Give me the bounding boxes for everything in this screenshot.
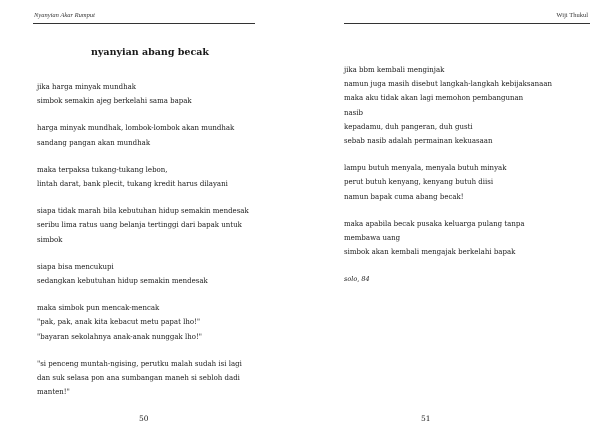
poem-body-left (37, 80, 259, 412)
verse-line: kepadamu, duh pangeran, duh gusti (344, 122, 473, 131)
verse-line: jika bbm kembali menginjak (344, 66, 445, 74)
page-number-right: 51 (421, 414, 431, 423)
poem-title: nyanyian abang becak (90, 47, 209, 58)
verse-line: "pak, pak, anak kita kebacut metu papat lho!" (37, 318, 201, 327)
verse-line: siapa tidak marah bila kebutuhan hidup semakin mendesak (37, 207, 249, 216)
verse-line: namun bapak cuma abang becak! (344, 192, 464, 201)
verse-line: namun juga masih disebut langkah-langkah kebijaksanaan (344, 80, 553, 89)
verse-line: sebab nasib adalah permainan kekuasaan (344, 137, 493, 146)
page-number-left: 50 (139, 414, 149, 423)
verse-line: maka apabila becak pusaka keluarga pulang tanpa (344, 219, 525, 228)
stanza (37, 163, 259, 191)
stanza (37, 357, 259, 400)
verse-line: simbok akan kembali mengajak berkelahi bapak (344, 248, 516, 257)
stanza (37, 301, 259, 344)
verse-line: jika harga minyak mundhak (37, 83, 136, 91)
verse-line: "si penceng muntah-ngising, perutku malah sudah isi lagi (37, 359, 242, 368)
poem-body-right (344, 63, 590, 287)
verse-line: dan suk selasa pon ana sumbangan maneh si sebloh dadi (37, 374, 240, 383)
running-head-left: Nyanyian Akar Rumput (34, 12, 95, 19)
verse-line: simbok semakin ajeg berkelahi sama bapak (37, 97, 192, 106)
stanza (37, 260, 259, 288)
stanza (344, 161, 590, 204)
verse-line: maka terpaksa tukang-tukang lebon, (37, 165, 168, 174)
running-head-right: Wiji Thukul (556, 12, 588, 19)
stanza (344, 217, 590, 260)
header-rule-right (344, 23, 590, 24)
header-rule-left (33, 23, 255, 24)
verse-line: harga minyak mundhak, lombok-lombok akan mundhak (37, 124, 235, 133)
verse-line: manten!" (37, 388, 70, 397)
verse-line: simbok (37, 235, 63, 244)
stanza (37, 121, 259, 149)
verse-line: seribu lima ratus uang belanja tertinggi dari bapak untuk (37, 221, 242, 230)
verse-line: lintah darat, bank plecit, tukang kredit harus dilayani (37, 180, 228, 189)
verse-line: siapa bisa mencukupi (37, 262, 114, 271)
right-page (300, 0, 600, 444)
verse-line: sandang pangan akan mundhak (37, 138, 151, 147)
verse-line: sedangkan kebutuhan hidup semakin mendesak (37, 277, 208, 286)
verse-line: perut butuh kenyang, kenyang butuh diisi (344, 178, 494, 187)
verse-line: maka aku tidak akan lagi memohon pembangunan (344, 94, 524, 103)
verse-line: nasib (344, 108, 363, 117)
stanza (37, 204, 259, 247)
verse-line: maka simbok pun mencak-mencak (37, 304, 160, 313)
stanza (37, 80, 259, 108)
verse-line: lampu butuh menyala, menyala butuh minyak (344, 164, 507, 173)
date-place: solo, 84 (344, 275, 370, 284)
stanza (344, 63, 590, 148)
verse-line: membawa uang (344, 234, 401, 243)
verse-line: "bayaran sekolahnya anak-anak nunggak lho!" (37, 332, 203, 341)
